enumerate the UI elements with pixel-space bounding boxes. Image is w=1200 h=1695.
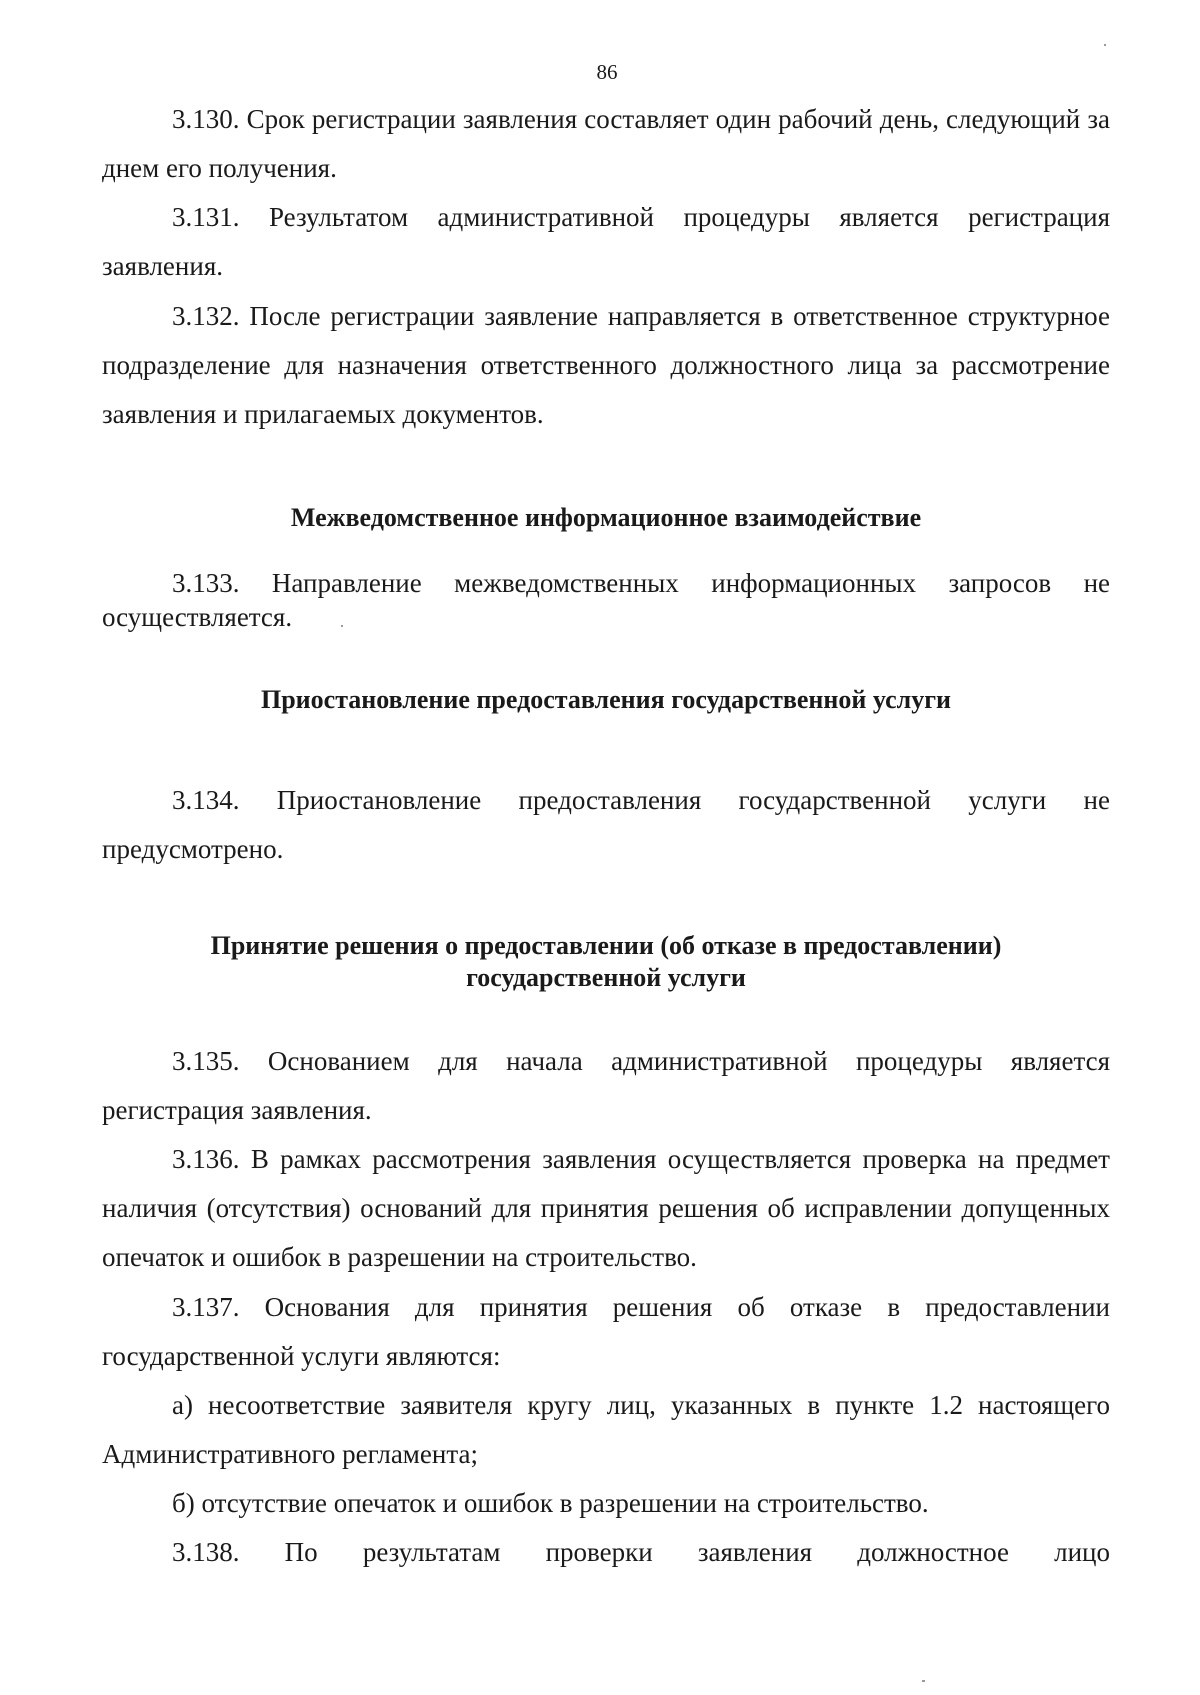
paragraph-3-133: 3.133. Направление межведомственных информационных запросов не осуществляется.	[102, 568, 1110, 632]
paragraph-3-134: 3.134. Приостановление предоставления государственной услуги не предусмотрено.	[102, 785, 1110, 864]
paragraph-3-130: 3.130. Срок регистрации заявления составляет один рабочий день, следующий за днем его получения.	[102, 104, 1110, 183]
heading-interagency	[102, 502, 1110, 534]
page-number: 86	[596, 60, 618, 84]
paragraph-3-137-a: а) несоответствие заявителя кругу лиц, указанных в пункте 1.2 настоящего Административного регламента;	[102, 1390, 1110, 1469]
paragraph-3-135: 3.135. Основанием для начала административной процедуры является регистрация заявления.	[102, 1046, 1110, 1125]
heading-suspension-text: Приостановление предоставления государственной услуги	[260, 685, 951, 714]
scan-speck	[341, 625, 343, 627]
scan-speck	[1104, 44, 1106, 46]
paragraph-3-136: 3.136. В рамках рассмотрения заявления осуществляется проверка на предмет наличия (отсутствия) оснований для принятия решения об исправлении допущенных опечаток и ошибок в разрешении на строительство.	[102, 1144, 1110, 1272]
scan-speck	[922, 1680, 925, 1682]
paragraph-3-132: 3.132. После регистрации заявление направляется в ответственное структурное подразделение для назначения ответственного должностного лица за рассмотрение заявления и прилагаемых документов.	[102, 301, 1110, 429]
heading-decision	[102, 930, 1110, 994]
paragraph-3-138: 3.138. По результатам проверки заявления должностное лицо	[172, 1537, 1110, 1567]
heading-suspension	[102, 684, 1110, 716]
heading-interagency-text: Межведомственное информационное взаимодействие	[290, 503, 922, 532]
heading-decision-line-1: Принятие решения о предоставлении (об отказе в предоставлении)	[210, 931, 1002, 960]
paragraph-3-137-b: б) отсутствие опечаток и ошибок в разрешении на строительство.	[172, 1488, 929, 1518]
heading-decision-line-2: государственной услуги	[466, 963, 746, 992]
paragraph-3-131: 3.131. Результатом административной процедуры является регистрация заявления.	[102, 202, 1110, 281]
paragraph-3-137: 3.137. Основания для принятия решения об отказе в предоставлении государственной услуги являются:	[102, 1292, 1110, 1371]
